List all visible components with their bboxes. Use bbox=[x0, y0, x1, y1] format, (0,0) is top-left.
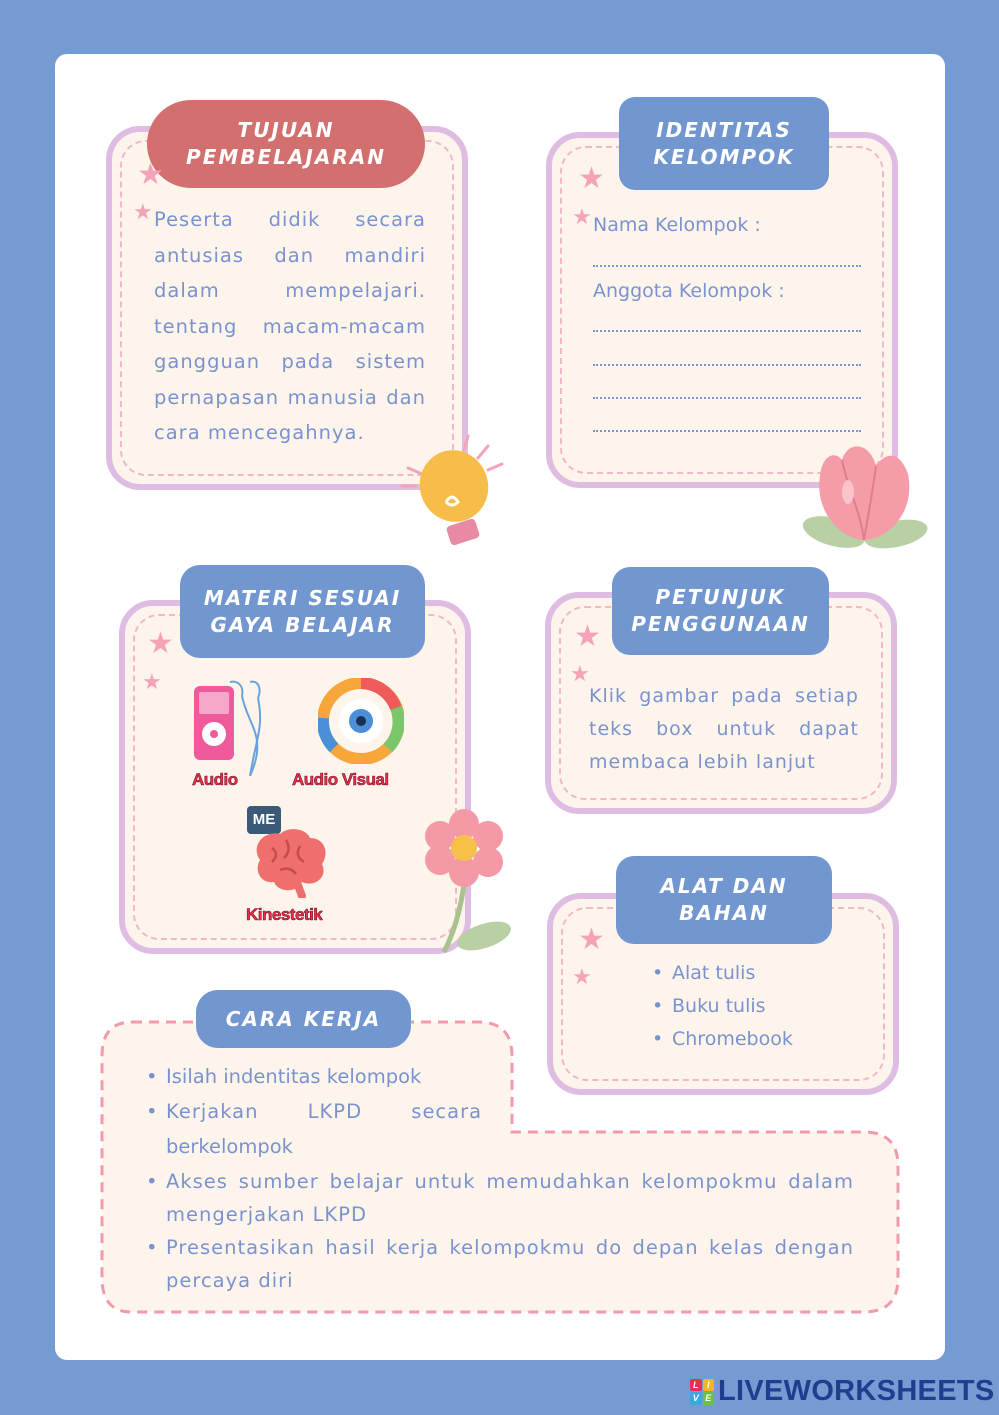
cara-item-2-line1-wrap bbox=[166, 1094, 492, 1129]
anggota-field-1[interactable] bbox=[593, 330, 861, 332]
nama-kelompok-label: Nama Kelompok : bbox=[593, 214, 761, 236]
anggota-field-2[interactable] bbox=[593, 364, 861, 366]
star-icon: ★ bbox=[133, 200, 153, 225]
cara-item-4: • Presentasikan hasil kerja kelompokmu do depan kelas dengan percaya diri bbox=[166, 1236, 854, 1292]
tujuan-title bbox=[147, 100, 425, 188]
identitas-title-line1: IDENTITAS bbox=[656, 117, 792, 142]
cara-item-2-line1: • Kerjakan LKPD secara bbox=[166, 1100, 483, 1123]
list-item: • Chromebook bbox=[650, 1023, 793, 1056]
tulip-icon bbox=[800, 436, 930, 552]
liveworksheets-brand[interactable] bbox=[690, 1375, 995, 1408]
materi-title-line1: MATERI SESUAI bbox=[203, 585, 402, 610]
list-item: • Alat tulis bbox=[650, 957, 793, 990]
petunjuk-title bbox=[612, 567, 829, 655]
tujuan-title-line1: TUJUAN bbox=[237, 118, 335, 142]
logo-letter: L bbox=[690, 1379, 702, 1392]
petunjuk-title-line1: PETUNJUK bbox=[655, 585, 786, 609]
brain-icon[interactable] bbox=[250, 826, 330, 898]
nama-kelompok-field[interactable] bbox=[593, 265, 861, 267]
cara-item-1: Isilah indentitas kelompok bbox=[166, 1065, 422, 1088]
star-icon: ★ bbox=[142, 670, 162, 695]
logo-letter: I bbox=[703, 1379, 715, 1392]
logo-letter: E bbox=[703, 1392, 715, 1405]
list-item: • Buku tulis bbox=[650, 990, 793, 1023]
light-bulb-icon bbox=[398, 430, 508, 552]
petunjuk-body: Klik gambar pada setiap teks box untuk dapat membaca lebih lanjut bbox=[589, 685, 859, 773]
anggota-field-4[interactable] bbox=[593, 430, 861, 432]
identitas-title-line2: KELOMPOK bbox=[653, 144, 795, 169]
tujuan-title-line2: PEMBELAJARAN bbox=[186, 145, 386, 169]
star-icon: ★ bbox=[147, 626, 174, 661]
alat-title-line2: BAHAN bbox=[679, 901, 769, 925]
materi-title bbox=[180, 565, 425, 658]
anggota-field-3[interactable] bbox=[593, 397, 861, 399]
petunjuk-title-line2: PENGGUNAAN bbox=[631, 612, 810, 636]
anggota-kelompok-label: Anggota Kelompok : bbox=[593, 280, 785, 302]
star-icon: ★ bbox=[578, 161, 605, 196]
cara-item-2-line2: berkelompok bbox=[166, 1135, 293, 1158]
list-item bbox=[144, 1231, 854, 1297]
alat-title bbox=[616, 856, 832, 944]
audio-visual-eye-icon[interactable] bbox=[318, 678, 404, 764]
tujuan-body: Peserta didik secara antusias dan mandiri dalam mempelajari. tentang macam-macam gangguan pada sistem pernapasan manusia dan cara mencegahnya. bbox=[154, 208, 426, 444]
materi-title-line2: GAYA BELAJAR bbox=[210, 612, 395, 637]
kinestetik-label[interactable]: Kinestetik bbox=[246, 905, 323, 924]
audio-player-icon[interactable] bbox=[188, 676, 268, 780]
star-icon: ★ bbox=[578, 922, 605, 957]
star-icon: ★ bbox=[137, 157, 164, 192]
star-icon: ★ bbox=[572, 205, 592, 230]
identitas-title bbox=[619, 97, 829, 190]
liveworksheets-logo-icon bbox=[690, 1379, 714, 1405]
audio-visual-label[interactable]: Audio Visual bbox=[292, 770, 389, 789]
star-icon: ★ bbox=[570, 662, 590, 687]
cara-item-3: • Akses sumber belajar untuk memudahkan kelompokmu dalam mengerjakan LKPD bbox=[166, 1170, 854, 1226]
audio-label[interactable]: Audio bbox=[192, 770, 238, 789]
cara-title: CARA KERJA bbox=[196, 990, 411, 1048]
flower-icon bbox=[424, 808, 516, 958]
list-item bbox=[144, 1059, 854, 1094]
star-icon: ★ bbox=[574, 619, 601, 654]
star-icon: ★ bbox=[572, 965, 592, 990]
brand-name: LIVEWORKSHEETS bbox=[718, 1375, 995, 1407]
list-item bbox=[144, 1094, 492, 1164]
cara-list bbox=[144, 1059, 854, 1297]
logo-letter: V bbox=[690, 1392, 702, 1405]
me-tag: ME bbox=[247, 806, 281, 834]
alat-title-line1: ALAT DAN bbox=[660, 874, 788, 898]
list-item bbox=[144, 1165, 854, 1231]
